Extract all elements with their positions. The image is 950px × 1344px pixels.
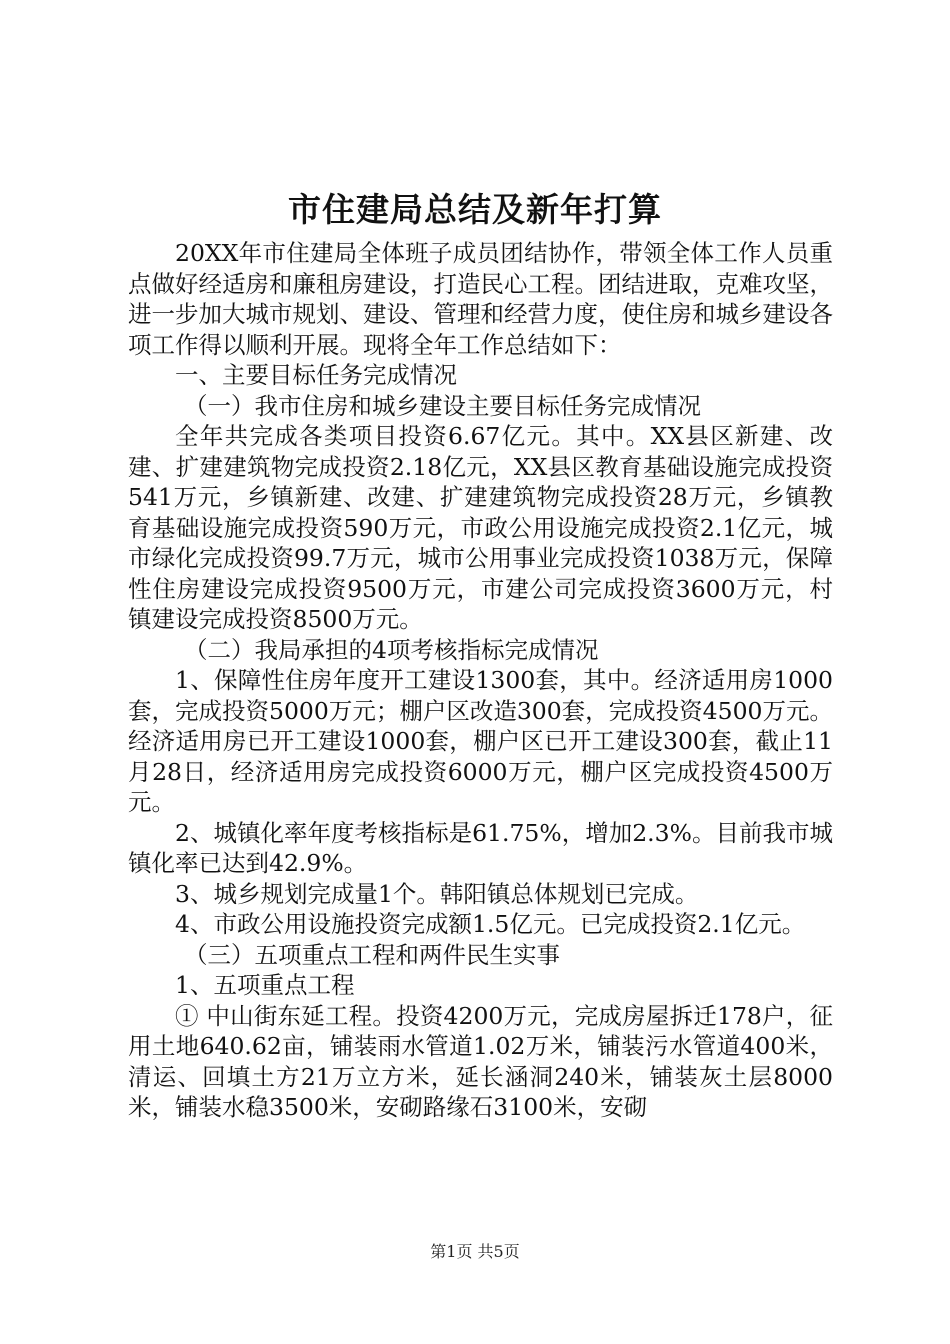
- paragraph-project-1: ① 中山街东延工程。投资4200万元，完成房屋拆迁178户，征用土地640.62亩，铺装雨水管道1.02万米，铺装污水管道400米，清运、回填土方21万立方米，延长涵洞240米，铺装灰土层8000米，铺装水稳3500米，安砌路缘石3100米，安砌: [128, 1001, 833, 1121]
- paragraph-item-2: 2、城镇化率年度考核指标是61.75%，增加2.3%。目前我市城镇化率已达到42.9%。: [128, 818, 833, 877]
- subheading-1: （一）我市住房和城乡建设主要目标任务完成情况: [184, 391, 701, 420]
- page-footer: 第1页 共5页: [430, 1242, 520, 1261]
- subheading-2: （二）我局承担的4项考核指标完成情况: [184, 635, 599, 664]
- paragraph-item-3: 3、城乡规划完成量1个。韩阳镇总体规划已完成。: [175, 879, 699, 908]
- paragraph-item-1: 1、保障性住房年度开工建设1300套，其中。经济适用房1000套，完成投资5000万元；棚户区改造300套，完成投资4500万元。经济适用房已开工建设1000套，棚户区已开工建设300套，截止11月28日，经济适用房完成投资6000万元，棚户区完成投资4500万元。: [128, 666, 833, 816]
- paragraph-investment: 全年共完成各类项目投资6.67亿元。其中。XX县区新建、改建、扩建建筑物完成投资2.18亿元，XX县区教育基础设施完成投资541万元，乡镇新建、改建、扩建建筑物完成投资28万元，乡镇教育基础设施完成投资590万元，市政公用设施完成投资2.1亿元，城市绿化完成投资99.7万元，城市公用事业完成投资1038万元，保障性住房建设完成投资9500万元，市建公司完成投资3600万元，村镇建设完成投资8500万元。: [128, 422, 833, 633]
- document-body: [128, 238, 833, 1123]
- document-title: 市住建局总结及新年打算: [288, 190, 662, 229]
- paragraph-item-4: 4、市政公用设施投资完成额1.5亿元。已完成投资2.1亿元。: [175, 910, 806, 938]
- heading-section-1: 一、主要目标任务完成情况: [175, 361, 457, 389]
- heading-key-projects: 1、五项重点工程: [175, 971, 355, 999]
- subheading-3: （三）五项重点工程和两件民生实事: [184, 940, 560, 969]
- paragraph-intro: 20XX年市住建局全体班子成员团结协作，带领全体工作人员重点做好经适房和廉租房建设，打造民心工程。团结进取，克难攻坚，进一步加大城市规划、建设、管理和经营力度，使住房和城乡建设各项工作得以顺利开展。现将全年工作总结如下：: [128, 239, 833, 359]
